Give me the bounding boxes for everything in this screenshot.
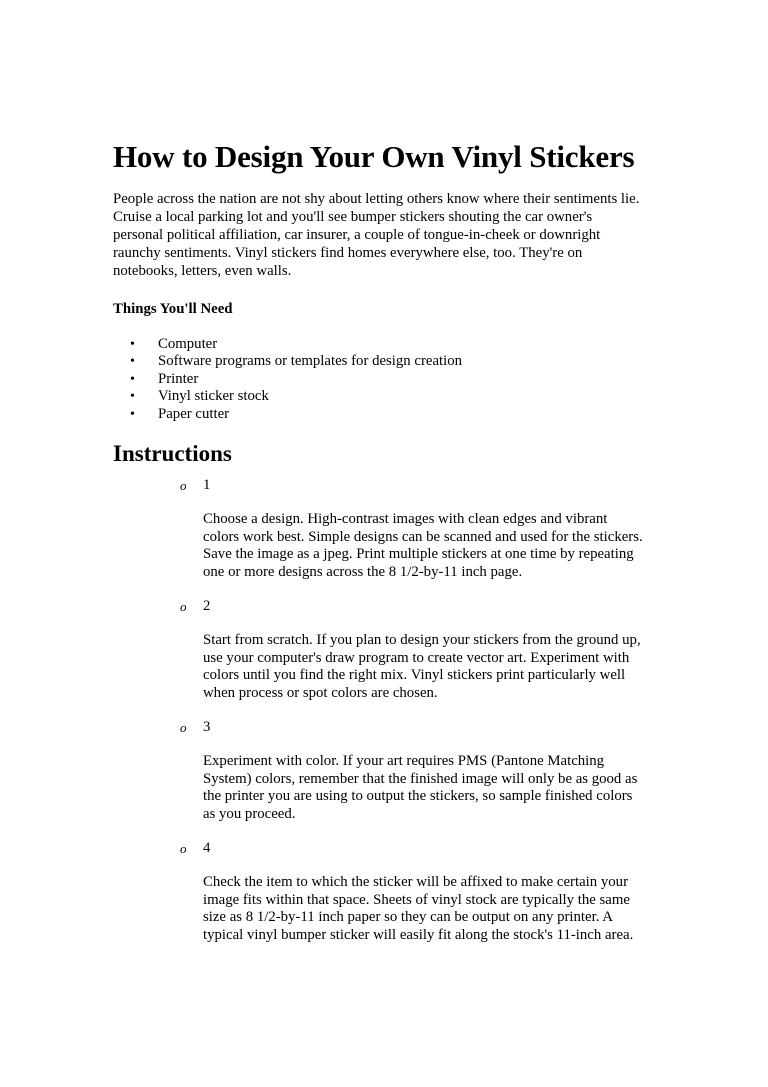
instruction-steps: [113, 476, 658, 944]
list-item-label: Printer: [158, 370, 199, 387]
step-number: 4: [203, 840, 211, 857]
circle-bullet-icon: o: [180, 599, 187, 615]
list-item: [113, 353, 658, 370]
intro-paragraph: [113, 190, 661, 280]
step-line: when process or spot colors are chosen.: [203, 684, 438, 701]
list-item-label: Computer: [158, 336, 218, 352]
step-text: [203, 632, 663, 702]
document-content: [113, 138, 658, 960]
instruction-step: [113, 718, 658, 823]
step-line: as you proceed.: [203, 805, 296, 822]
page-title: How to Design Your Own Vinyl Stickers: [113, 139, 635, 174]
instruction-step: [113, 839, 658, 944]
step-line: Save the image as a jpeg. Print multiple stickers at one time by repeating: [203, 546, 634, 563]
intro-line: raunchy sentiments. Vinyl stickers find homes everywhere else, too. They're on: [113, 245, 583, 261]
step-line: colors until you find the right mix. Vinyl stickers print particularly well: [203, 667, 626, 684]
list-item: [113, 388, 658, 405]
step-number: 2: [203, 598, 211, 615]
circle-bullet-icon: o: [180, 841, 187, 857]
list-item-label: Software programs or templates for design creation: [158, 353, 463, 370]
step-text: [203, 874, 663, 944]
things-heading: Things You'll Need: [113, 301, 233, 317]
bullet-icon: •: [130, 337, 135, 352]
intro-line: notebooks, letters, even walls.: [113, 263, 292, 279]
step-text: [203, 753, 663, 823]
bullet-icon: •: [130, 371, 135, 387]
instruction-step: [113, 476, 658, 581]
list-item-label: Vinyl sticker stock: [158, 388, 269, 405]
intro-line: personal political affiliation, car insurer, a couple of tongue-in-cheek or downright: [113, 227, 601, 243]
list-item: [113, 371, 658, 388]
step-number: 3: [203, 719, 211, 736]
list-item-label: Paper cutter: [158, 405, 230, 422]
instruction-step: [113, 597, 658, 702]
step-line: one or more designs across the 8 1/2-by-11 inch page.: [203, 563, 523, 580]
step-line: Choose a design. High-contrast images with clean edges and vibrant: [203, 511, 608, 528]
things-list: [113, 336, 658, 423]
bullet-icon: •: [130, 406, 135, 422]
step-line: System) colors, remember that the finished image will only be as good as: [203, 770, 638, 787]
intro-line: Cruise a local parking lot and you'll see bumper stickers shouting the car owner's: [113, 209, 593, 225]
step-line: Check the item to which the sticker will be affixed to make certain your: [203, 874, 628, 891]
step-line: image fits within that space. Sheets of vinyl stock are typically the same: [203, 891, 630, 908]
bullet-icon: •: [130, 389, 135, 405]
step-number: 1: [203, 477, 211, 494]
bullet-icon: •: [130, 354, 135, 370]
step-line: colors work best. Simple designs can be scanned and used for the stickers.: [203, 528, 643, 545]
list-item: [113, 336, 658, 353]
step-line: use your computer's draw program to create vector art. Experiment with: [203, 649, 630, 666]
step-line: size as 8 1/2-by-11 inch paper so they can be output on any printer. A: [203, 909, 613, 926]
list-item: [113, 406, 658, 423]
intro-line: People across the nation are not shy about letting others know where their sentiments lie.: [113, 191, 640, 207]
circle-bullet-icon: o: [180, 478, 187, 494]
step-line: typical vinyl bumper sticker will easily fit along the stock's 11-inch area.: [203, 926, 634, 943]
circle-bullet-icon: o: [180, 720, 187, 736]
instructions-heading: Instructions: [113, 441, 232, 467]
step-text: [203, 511, 663, 581]
step-line: Start from scratch. If you plan to design your stickers from the ground up,: [203, 632, 641, 649]
step-line: the printer you are using to output the stickers, so sample finished colors: [203, 788, 633, 805]
step-line: Experiment with color. If your art requires PMS (Pantone Matching: [203, 753, 605, 770]
